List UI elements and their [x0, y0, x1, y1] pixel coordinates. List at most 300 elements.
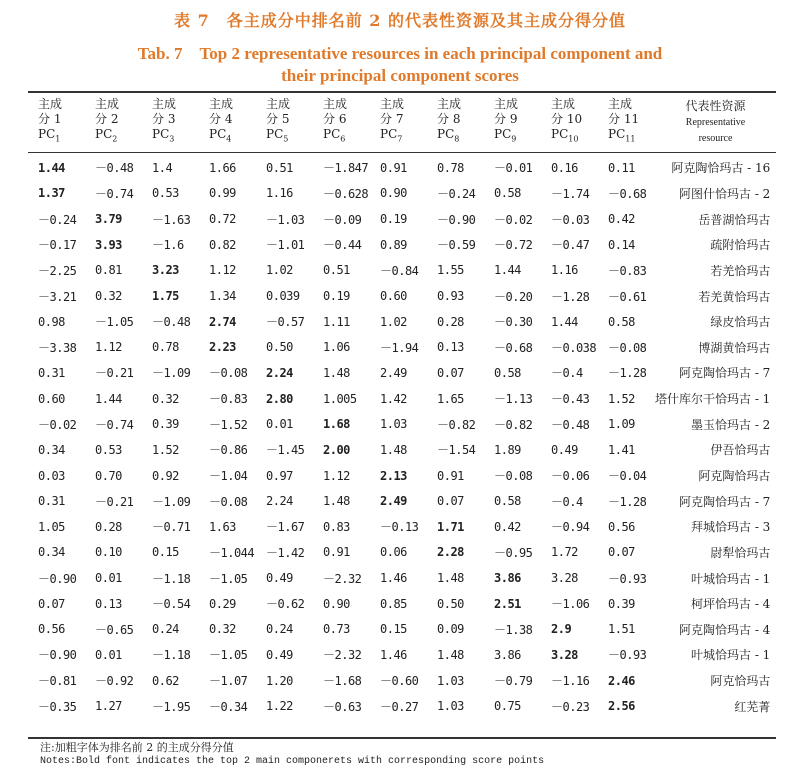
table-row [28, 334, 778, 360]
score-cell-pc2: 0.01 [95, 647, 122, 662]
header-pc5: 主成 分 5 $PC_5$ [266, 97, 291, 144]
score-cell-pc11: 1.52 [608, 391, 635, 406]
score-cell-pc4: 2.23 [209, 340, 236, 355]
score-cell-pc7: 2.13 [380, 468, 407, 483]
score-cell-pc8: 0.78 [437, 160, 464, 175]
resource-name-cell: 岳普湖恰玛古 [698, 212, 771, 227]
score-cell-pc10: －1.74 [551, 186, 590, 201]
score-cell-pc11: 2.46 [608, 673, 635, 688]
score-cell-pc5: 2.80 [266, 391, 293, 406]
score-cell-pc2: 3.93 [95, 237, 122, 252]
table-row [28, 360, 778, 386]
score-cell-pc9: 0.58 [494, 365, 521, 380]
score-cell-pc8: 1.48 [437, 647, 464, 662]
score-cell-pc8: 1.03 [437, 699, 464, 714]
header-pc2: 主成 分 2 $PC_2$ [95, 97, 120, 144]
table-header [28, 94, 776, 150]
score-cell-pc3: 3.23 [152, 263, 179, 278]
score-cell-pc1: －3.21 [38, 289, 77, 304]
score-cell-pc9: －1.38 [494, 622, 533, 637]
score-cell-pc8: 0.93 [437, 289, 464, 304]
score-cell-pc6: －2.32 [323, 571, 362, 586]
score-cell-pc6: 1.005 [323, 391, 357, 406]
score-cell-pc8: 1.71 [437, 519, 464, 534]
score-cell-pc3: －1.18 [152, 648, 191, 663]
score-cell-pc4: －0.34 [209, 699, 248, 714]
score-cell-pc1: －0.35 [38, 699, 77, 714]
score-cell-pc2: －1.05 [95, 315, 134, 330]
score-cell-pc8: 0.13 [437, 340, 464, 355]
score-cell-pc3: －1.6 [152, 238, 184, 253]
score-cell-pc7: 0.91 [380, 160, 407, 175]
score-cell-pc5: －1.01 [266, 238, 305, 253]
resource-name-cell: 红芜菁 [734, 699, 771, 714]
resource-name-cell: 绿皮恰玛古 [710, 315, 771, 330]
score-cell-pc3: 0.62 [152, 673, 179, 688]
score-table [28, 155, 778, 719]
score-cell-pc3: 1.75 [152, 289, 179, 304]
score-cell-pc2: －0.21 [95, 494, 134, 509]
score-cell-pc3: 0.78 [152, 340, 179, 355]
score-cell-pc7: 1.03 [380, 417, 407, 432]
score-cell-pc11: －0.93 [608, 648, 647, 663]
score-cell-pc1: －3.38 [38, 340, 77, 355]
score-cell-pc6: －0.63 [323, 699, 362, 714]
score-cell-pc5: 0.039 [266, 289, 300, 304]
table-title-cn: 表 7 各主成分中排名前 2 的代表性资源及其主成分得分值 [174, 11, 626, 30]
score-cell-pc5: －0.57 [266, 315, 305, 330]
header-pc9: 主成 分 9 $PC_9$ [494, 97, 519, 144]
score-cell-pc9: 2.51 [494, 596, 521, 611]
score-cell-pc6: －0.628 [323, 186, 369, 201]
score-cell-pc2: 0.13 [95, 596, 122, 611]
score-cell-pc11: －0.04 [608, 469, 647, 483]
score-cell-pc4: 1.34 [209, 289, 236, 304]
score-cell-pc6: 0.91 [323, 545, 350, 560]
score-cell-pc9: 0.42 [494, 519, 521, 534]
score-cell-pc1: －0.81 [38, 674, 77, 689]
table-row [28, 514, 778, 540]
resource-name-cell: 阿克陶恰玛古 - 7 [679, 366, 771, 381]
score-cell-pc6: 0.83 [323, 519, 350, 534]
score-cell-pc4: －1.52 [209, 417, 248, 432]
score-cell-pc5: 1.22 [266, 699, 293, 714]
score-cell-pc8: 1.03 [437, 673, 464, 688]
table-row [28, 309, 778, 335]
note-cn: 注:加粗字体为排名前 2 的主成分得分值 [40, 741, 234, 754]
score-cell-pc1: 0.60 [38, 391, 65, 406]
resource-name-cell: 叶城恰玛古 - 1 [691, 571, 771, 586]
score-cell-pc10: －0.23 [551, 699, 590, 714]
score-cell-pc2: 0.28 [95, 519, 122, 534]
score-cell-pc5: 2.24 [266, 365, 293, 380]
score-cell-pc7: 0.89 [380, 237, 407, 252]
table-row [28, 540, 778, 566]
score-cell-pc6: 0.19 [323, 289, 350, 304]
table-title-en-line1: Tab. 7 Top 2 representative resources in each principal component and [137, 44, 663, 63]
resource-name-cell: 若羌恰玛古 [710, 263, 771, 278]
score-cell-pc11: －0.68 [608, 186, 647, 201]
score-cell-pc4: 1.66 [209, 160, 236, 175]
table-header-rule [28, 152, 776, 153]
table-title-en-line2: their principal component scores [281, 66, 519, 85]
score-cell-pc9: 1.44 [494, 263, 521, 278]
score-cell-pc10: －1.28 [551, 289, 590, 304]
score-cell-pc5: －1.67 [266, 520, 305, 535]
resource-name-cell: 拜城恰玛古 - 3 [691, 520, 771, 535]
score-cell-pc11: 1.51 [608, 622, 635, 637]
score-cell-pc11: 0.56 [608, 519, 635, 534]
score-cell-pc8: 0.28 [437, 314, 464, 329]
table-row [28, 232, 778, 258]
score-cell-pc1: 0.56 [38, 622, 65, 637]
header-row [28, 94, 776, 150]
score-cell-pc7: 1.48 [380, 442, 407, 457]
table-row [28, 258, 778, 284]
score-cell-pc3: 1.4 [152, 160, 173, 175]
score-cell-pc3: －0.71 [152, 520, 191, 535]
score-cell-pc2: －0.74 [95, 186, 134, 201]
score-cell-pc3: 0.15 [152, 545, 179, 560]
score-cell-pc5: 0.24 [266, 622, 293, 637]
score-cell-pc8: －1.54 [437, 443, 476, 458]
score-cell-pc11: 2.56 [608, 699, 635, 714]
score-cell-pc11: －1.28 [608, 494, 647, 509]
score-cell-pc3: －0.54 [152, 597, 191, 612]
score-cell-pc6: －0.44 [323, 238, 362, 253]
score-cell-pc9: 1.89 [494, 442, 521, 457]
score-cell-pc6: 2.00 [323, 442, 350, 457]
score-cell-pc7: 0.19 [380, 212, 407, 227]
score-cell-pc6: －1.847 [323, 161, 369, 176]
score-cell-pc10: －0.03 [551, 212, 590, 227]
score-cell-pc3: 0.92 [152, 468, 179, 483]
resource-name-cell: 阿克陶恰玛古 - 7 [679, 494, 771, 509]
score-cell-pc10: －0.43 [551, 392, 590, 407]
score-cell-pc10: －0.47 [551, 238, 590, 253]
score-cell-pc6: 1.48 [323, 365, 350, 380]
score-cell-pc4: －0.86 [209, 443, 248, 458]
table-row [28, 591, 778, 617]
score-cell-pc1: －0.90 [38, 571, 77, 586]
score-cell-pc2: 3.79 [95, 212, 122, 227]
score-cell-pc8: －0.59 [437, 238, 476, 253]
score-cell-pc2: 0.01 [95, 571, 122, 586]
score-cell-pc7: 1.02 [380, 314, 407, 329]
score-cell-pc4: 2.74 [209, 314, 236, 329]
header-pc8: 主成 分 8 $PC_8$ [437, 97, 462, 144]
score-cell-pc1: 0.31 [38, 365, 65, 380]
table-body [28, 155, 778, 719]
score-cell-pc11: 0.58 [608, 314, 635, 329]
score-cell-pc2: 0.32 [95, 289, 122, 304]
header-pc6: 主成 分 6 $PC_6$ [323, 97, 348, 144]
score-cell-pc9: －0.79 [494, 674, 533, 689]
resource-name-cell: 叶城恰玛古 - 1 [691, 648, 771, 663]
table-row [28, 642, 778, 668]
score-cell-pc3: －1.95 [152, 699, 191, 714]
score-cell-pc10: 2.9 [551, 622, 572, 637]
score-cell-pc7: 2.49 [380, 365, 407, 380]
score-cell-pc6: 0.90 [323, 596, 350, 611]
score-cell-pc2: 1.44 [95, 391, 122, 406]
score-cell-pc10: 1.16 [551, 263, 578, 278]
score-cell-pc2: －0.65 [95, 622, 134, 637]
score-cell-pc5: 0.50 [266, 340, 293, 355]
score-cell-pc6: 0.51 [323, 263, 350, 278]
score-cell-pc5: 0.49 [266, 647, 293, 662]
table-row [28, 488, 778, 514]
header-pc10: 主成 分 10 $PC_{10}$ [551, 97, 583, 144]
score-cell-pc1: －0.17 [38, 238, 77, 253]
score-cell-pc3: －1.09 [152, 366, 191, 381]
score-cell-pc1: －0.24 [38, 212, 77, 227]
header-pc1: 主成 分 1 $PC_1$ [38, 97, 63, 144]
score-cell-pc11: －0.93 [608, 571, 647, 586]
score-cell-pc3: 1.52 [152, 442, 179, 457]
score-cell-pc4: 0.82 [209, 237, 236, 252]
score-cell-pc10: 0.16 [551, 160, 578, 175]
score-cell-pc2: 0.10 [95, 545, 122, 560]
score-cell-pc11: －0.61 [608, 289, 647, 304]
score-cell-pc7: 0.06 [380, 545, 407, 560]
table-row [28, 386, 778, 412]
score-cell-pc8: 0.07 [437, 365, 464, 380]
score-cell-pc4: 0.32 [209, 622, 236, 637]
score-cell-pc11: 0.14 [608, 237, 635, 252]
score-cell-pc6: 1.06 [323, 340, 350, 355]
score-cell-pc4: 0.29 [209, 596, 236, 611]
score-cell-pc7: －0.27 [380, 699, 419, 714]
score-cell-pc9: －0.02 [494, 212, 533, 227]
score-cell-pc3: 0.53 [152, 186, 179, 201]
header-representative-resource: 代表性资源 Representative resource [685, 98, 746, 144]
table-row [28, 206, 778, 232]
score-cell-pc2: －0.92 [95, 674, 134, 689]
score-cell-pc6: 1.68 [323, 417, 350, 432]
score-cell-pc3: 0.32 [152, 391, 179, 406]
header-pc11: 主成 分 11 $PC_{11}$ [608, 97, 640, 144]
score-cell-pc2: 1.27 [95, 699, 122, 714]
score-cell-pc1: 1.37 [38, 186, 65, 201]
header-pc3: 主成 分 3 $PC_3$ [152, 97, 177, 144]
score-cell-pc2: 1.12 [95, 340, 122, 355]
score-cell-pc7: －0.13 [380, 520, 419, 535]
score-cell-pc11: －0.08 [608, 340, 647, 355]
score-cell-pc3: －1.09 [152, 494, 191, 509]
score-cell-pc11: 0.07 [608, 545, 635, 560]
score-cell-pc1: －0.02 [38, 417, 77, 432]
note-en: Notes:Bold font indicates the top 2 main componerets with corresponding score points [40, 756, 545, 767]
score-cell-pc11: 0.39 [608, 596, 635, 611]
score-cell-pc4: 0.72 [209, 212, 236, 227]
score-cell-pc2: －0.21 [95, 366, 134, 381]
score-cell-pc9: －0.72 [494, 238, 533, 253]
score-cell-pc5: －1.03 [266, 212, 305, 227]
resource-name-cell: 墨玉恰玛古 - 2 [691, 417, 771, 432]
resource-name-cell: 尉犁恰玛古 [710, 545, 771, 560]
score-cell-pc8: 0.09 [437, 622, 464, 637]
score-cell-pc6: 1.11 [323, 314, 350, 329]
score-cell-pc1: 0.98 [38, 314, 65, 329]
table-row [28, 617, 778, 643]
score-cell-pc5: 0.49 [266, 571, 293, 586]
score-cell-pc7: 1.46 [380, 571, 407, 586]
table-row [28, 693, 778, 719]
score-cell-pc7: 0.60 [380, 289, 407, 304]
resource-name-cell: 柯坪恰玛古 - 4 [691, 597, 771, 612]
score-cell-pc5: 0.97 [266, 468, 293, 483]
score-cell-pc5: －0.62 [266, 597, 305, 612]
resource-name-cell: 疏附恰玛古 [710, 238, 771, 253]
score-cell-pc4: 0.99 [209, 186, 236, 201]
score-cell-pc9: －0.08 [494, 469, 533, 483]
table-row [28, 463, 778, 489]
score-cell-pc1: 0.31 [38, 494, 65, 509]
score-cell-pc8: 1.48 [437, 571, 464, 586]
table-row [28, 155, 778, 181]
score-cell-pc7: －1.94 [380, 340, 419, 355]
resource-name-cell: 若羌黄恰玛古 [698, 289, 771, 304]
score-cell-pc11: 1.09 [608, 417, 635, 432]
score-cell-pc4: －0.83 [209, 392, 248, 407]
score-cell-pc7: 1.42 [380, 391, 407, 406]
score-cell-pc2: 0.81 [95, 263, 122, 278]
table-row [28, 668, 778, 694]
score-cell-pc10: 1.72 [551, 545, 578, 560]
score-cell-pc8: 1.55 [437, 263, 464, 278]
score-cell-pc9: －0.20 [494, 289, 533, 304]
score-cell-pc8: －0.82 [437, 417, 476, 432]
score-cell-pc7: 0.85 [380, 596, 407, 611]
score-cell-pc2: 0.53 [95, 442, 122, 457]
score-cell-pc4: －0.08 [209, 366, 248, 381]
score-cell-pc5: －1.45 [266, 443, 305, 458]
score-cell-pc4: 1.12 [209, 263, 236, 278]
score-cell-pc7: －0.60 [380, 674, 419, 689]
score-cell-pc3: 0.39 [152, 417, 179, 432]
score-cell-pc6: 1.48 [323, 494, 350, 509]
score-cell-pc3: －0.48 [152, 315, 191, 330]
score-cell-pc10: 3.28 [551, 647, 578, 662]
score-cell-pc5: 0.01 [266, 417, 293, 432]
score-cell-pc7: 1.46 [380, 647, 407, 662]
score-cell-pc9: 0.75 [494, 699, 521, 714]
score-cell-pc9: －0.68 [494, 340, 533, 355]
table-row [28, 437, 778, 463]
resource-name-cell: 阿克陶恰玛古 [698, 469, 771, 483]
score-cell-pc6: －1.68 [323, 674, 362, 689]
score-cell-pc10: －0.94 [551, 520, 590, 535]
score-cell-pc9: －1.13 [494, 392, 533, 407]
score-cell-pc4: －1.05 [209, 648, 248, 663]
score-cell-pc10: －0.038 [551, 340, 597, 355]
resource-name-cell: 阿图什恰玛古 - 2 [679, 186, 771, 201]
score-cell-pc1: 1.44 [38, 160, 65, 175]
score-cell-pc9: －0.01 [494, 161, 533, 176]
score-cell-pc6: 1.12 [323, 468, 350, 483]
table-top-rule [28, 91, 776, 93]
score-cell-pc7: 0.15 [380, 622, 407, 637]
score-cell-pc2: －0.74 [95, 417, 134, 432]
resource-name-cell: 阿克恰玛古 [710, 674, 771, 689]
score-cell-pc5: 1.16 [266, 186, 293, 201]
score-cell-pc3: －1.18 [152, 571, 191, 586]
score-cell-pc3: －1.63 [152, 212, 191, 227]
score-cell-pc6: 0.73 [323, 622, 350, 637]
score-cell-pc11: 1.41 [608, 442, 635, 457]
resource-name-cell: 博湖黄恰玛古 [698, 340, 771, 355]
resource-name-cell: 塔什库尔干恰玛古 - 1 [655, 392, 771, 407]
score-cell-pc8: 0.07 [437, 494, 464, 509]
score-cell-pc11: 0.42 [608, 212, 635, 227]
score-cell-pc11: 0.11 [608, 160, 635, 175]
table-row [28, 283, 778, 309]
score-cell-pc11: －0.83 [608, 263, 647, 278]
score-cell-pc9: 0.58 [494, 186, 521, 201]
score-cell-pc4: －1.05 [209, 571, 248, 586]
score-cell-pc8: 1.65 [437, 391, 464, 406]
score-cell-pc5: 1.20 [266, 673, 293, 688]
score-cell-pc4: 1.63 [209, 519, 236, 534]
score-cell-pc5: 1.02 [266, 263, 293, 278]
resource-name-cell: 阿克陶恰玛古 - 4 [679, 622, 771, 637]
score-cell-pc10: －0.06 [551, 469, 590, 483]
score-cell-pc8: －0.24 [437, 186, 476, 201]
score-cell-pc10: －0.4 [551, 366, 583, 381]
score-cell-pc1: 1.05 [38, 519, 65, 534]
score-cell-pc10: 1.44 [551, 314, 578, 329]
table-row [28, 411, 778, 437]
score-cell-pc1: －2.25 [38, 263, 77, 278]
score-cell-pc9: －0.30 [494, 315, 533, 330]
score-cell-pc8: －0.90 [437, 212, 476, 227]
score-cell-pc5: 0.51 [266, 160, 293, 175]
score-cell-pc7: －0.84 [380, 263, 419, 278]
score-cell-pc1: 0.34 [38, 545, 65, 560]
table-row [28, 565, 778, 591]
score-cell-pc10: 3.28 [551, 571, 578, 586]
score-cell-pc8: 2.28 [437, 545, 464, 560]
score-cell-pc4: －1.044 [209, 545, 255, 560]
resource-name-cell: 伊吾恰玛古 [710, 443, 771, 458]
resource-name-cell: 阿克陶恰玛古 - 16 [671, 161, 771, 176]
score-cell-pc7: 2.49 [380, 494, 407, 509]
score-cell-pc4: －1.07 [209, 674, 248, 689]
score-cell-pc10: －1.16 [551, 674, 590, 689]
score-cell-pc7: 0.90 [380, 186, 407, 201]
score-cell-pc6: －0.09 [323, 212, 362, 227]
score-cell-pc1: －0.90 [38, 648, 77, 663]
score-cell-pc1: 0.34 [38, 442, 65, 457]
header-pc4: 主成 分 4 $PC_4$ [209, 97, 234, 144]
score-cell-pc1: 0.07 [38, 596, 65, 611]
score-cell-pc5: －1.42 [266, 545, 305, 560]
score-cell-pc4: －1.04 [209, 469, 248, 483]
score-cell-pc3: 0.24 [152, 622, 179, 637]
score-cell-pc11: －1.28 [608, 366, 647, 381]
score-cell-pc9: 0.58 [494, 494, 521, 509]
score-cell-pc10: 0.49 [551, 442, 578, 457]
score-cell-pc9: －0.82 [494, 417, 533, 432]
score-cell-pc6: －2.32 [323, 648, 362, 663]
header-pc7: 主成 分 7 $PC_7$ [380, 97, 405, 144]
score-cell-pc5: 2.24 [266, 494, 293, 509]
score-cell-pc8: 0.50 [437, 596, 464, 611]
score-cell-pc4: －0.08 [209, 494, 248, 509]
score-cell-pc8: 0.91 [437, 468, 464, 483]
score-cell-pc2: －0.48 [95, 161, 134, 176]
